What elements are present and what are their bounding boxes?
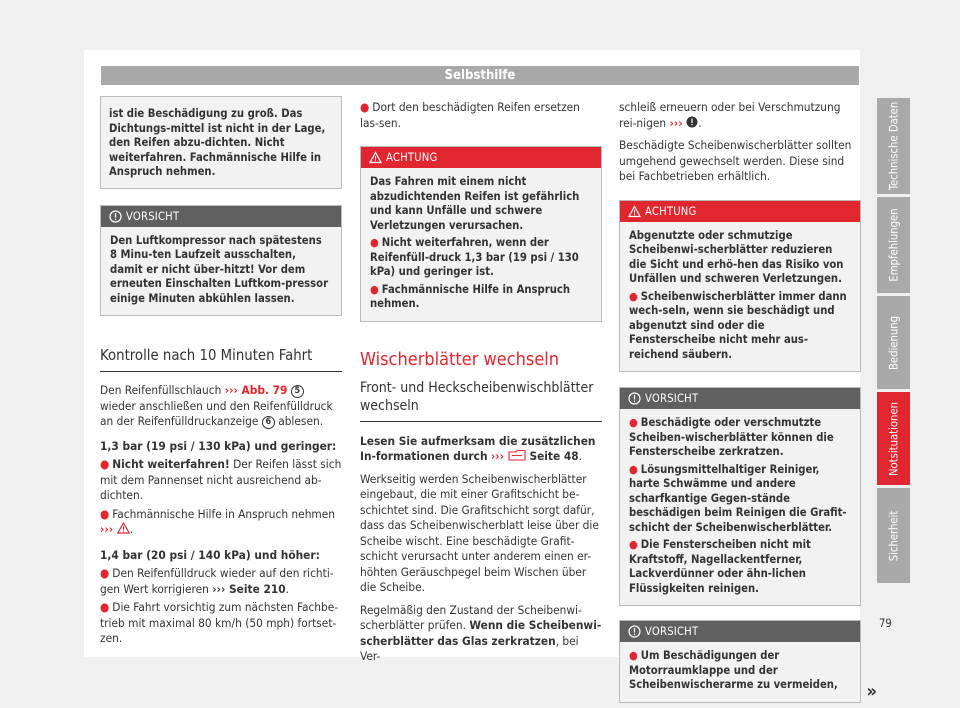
paragraph-check: Regelmäßig den Zustand der Scheibenwi-scherblätter prüfen. Wenn die Scheibenwi-scherblätter das Glas zerkratzen, bei Ver- — [360, 602, 602, 663]
figure-reference-link[interactable]: ››› Abb. 79 — [224, 383, 288, 397]
tab-technische-daten[interactable]: Technische Daten — [877, 98, 910, 194]
list-item: ● Nicht weiterfahren! Der Reifen lässt sich mit dem Pannenset nicht ausreichend ab-dichten. — [100, 457, 342, 502]
page-header: Selbsthilfe — [101, 66, 859, 85]
bullet-icon: ● — [360, 100, 370, 114]
paragraph-replace: Beschädigte Scheibenwischerblätter sollten umgehend gewechselt werden. Diese sind bei Fachbetrieben erhältlich. — [619, 138, 852, 183]
tab-bedienung[interactable]: Bedienung — [877, 296, 910, 389]
list-item: ● Nicht weiterfahren, wenn der Reifenfüll-druck 1,3 bar (19 psi / 130 kPa) und geringer ist. — [370, 236, 579, 278]
callout-number: 5 — [291, 385, 304, 398]
continue-arrow-icon[interactable]: » — [866, 681, 877, 702]
warning-triangle-icon — [117, 522, 130, 534]
warning-label: ACHTUNG — [386, 151, 438, 164]
info-circle-icon — [109, 210, 122, 223]
paragraph-continued: schleiß erneuern oder bei Verschmutzung rei-nigen ››› . — [619, 100, 841, 130]
info-circle-icon — [686, 116, 698, 128]
bullet-icon: ● — [629, 462, 638, 476]
list-item: ● Fachmännische Hilfe in Anspruch nehmen. — [370, 282, 571, 310]
tab-empfehlungen[interactable]: Empfehlungen — [877, 197, 910, 293]
bullet-icon: ● — [100, 457, 110, 471]
warning-continuation-box — [100, 96, 342, 189]
warning-body — [361, 168, 601, 321]
list-item: ● Die Fensterscheiben nicht mit Kraftstoff, Nagellackentferner, Lackverdünner oder ähn-lichen Flüssigkeiten reinigen. — [629, 538, 811, 595]
bullet-icon: ● — [100, 600, 110, 614]
bullet-icon: ● — [629, 289, 638, 303]
book-page-icon — [508, 449, 526, 462]
bullet-icon: ● — [370, 282, 379, 296]
column-2 — [360, 96, 602, 665]
list-item: ● Dort den beschädigten Reifen ersetzen las-sen. — [360, 100, 580, 130]
paragraph-reconnect: Den Reifenfüllschlauch ››› Abb. 79 5 wieder anschließen und den Reifenfülldruck an der Reifenfülldruckanzeige 6 ablesen. — [100, 383, 333, 428]
section-title: Front- und Heckscheibenwischblätter wechseln — [360, 379, 602, 422]
list-item: ● Lösungsmittelhaltiger Reiniger, harte Schwämme und andere scharfkantige Gegen-stände beschädigen beim Reinigen die Grafit-schicht der Scheibenwischerblätter. — [629, 462, 847, 534]
section-title: Kontrolle nach 10 Minuten Fahrt — [100, 346, 342, 372]
info-circle-icon — [628, 392, 641, 405]
callout-number: 6 — [262, 416, 275, 429]
tab-sicherheit[interactable]: Sicherheit — [877, 488, 910, 583]
warning-intro: Abgenutzte oder schmutzige Scheibenwi-scherblätter reduzieren die Sicht und erhö-hen das Risiko von Unfällen und schweren Verletzungen. — [629, 228, 844, 285]
tab-notsituationen[interactable]: Notsituationen — [877, 392, 910, 485]
list-item: ● Den Reifenfülldruck wieder auf den richti-gen Wert korrigieren ››› Seite 210. — [100, 566, 334, 596]
caution-box-wiper — [619, 387, 861, 606]
paragraph-graphite: Werkseitig werden Scheibenwischerblätter eingebaut, die mit einer Grafitschicht be-schichtet sind. Die Grafitschicht sorgt dafür, dass das Scheibenwischerblatt leise über die Scheibe wischt. Eine beschädigte Grafit-schicht verursacht unter anderem einen er-höhten Geräuschpegel beim Wischen über die Scheibe. — [360, 471, 599, 594]
caution-header — [620, 621, 860, 642]
warning-header — [361, 147, 601, 168]
warning-header — [620, 201, 860, 222]
intro-paragraph: Lesen Sie aufmerksam die zusätzlichen In-formationen durch ››› Seite 48. — [360, 433, 596, 463]
bullet-icon: ● — [629, 538, 638, 551]
list-item: ● Die Fahrt vorsichtig zum nächsten Fachbe-trieb mit maximal 80 km/h (50 mph) fortset-zen. — [100, 600, 339, 645]
warning-reference-link[interactable]: ››› — [100, 522, 130, 536]
warning-label: ACHTUNG — [645, 204, 697, 218]
condition-heading-low: 1,3 bar (19 psi / 130 kPa) und geringer: — [100, 438, 337, 453]
caution-box-hood — [619, 620, 877, 703]
condition-heading-high: 1,4 bar (20 psi / 140 kPa) und höher: — [100, 547, 320, 562]
info-circle-icon — [628, 625, 641, 638]
warning-intro: Das Fahren mit einem nicht abzudichtenden Reifen ist gefährlich und kann Unfälle und schwere Verletzungen verursachen. — [370, 175, 580, 232]
caution-header — [620, 388, 860, 409]
caution-reference-link[interactable]: ››› — [669, 116, 698, 130]
caution-body — [620, 409, 860, 605]
warning-continuation-text: ist die Beschädigung zu groß. Das Dichtungs-mittel ist nicht in der Lage, den Reifen abzu-dichten. Nicht weiterfahren. Fachmännische Hilfe in Anspruch nehmen. — [109, 107, 326, 178]
bullet-icon: ● — [100, 506, 110, 521]
caution-label: VORSICHT — [645, 625, 699, 638]
warning-box-wiper — [619, 200, 861, 373]
caution-header — [101, 206, 341, 227]
bullet-icon: ● — [629, 416, 638, 429]
column-3 — [619, 96, 877, 703]
caution-text: Den Luftkompressor nach spätestens 8 Minu-ten Laufzeit ausschalten, damit er nicht über-hitzt! Vor dem erneuten Einschalten Luftkom-pressor einige Minuten abkühlen lassen. — [110, 233, 329, 305]
bullet-icon: ● — [629, 649, 638, 662]
column-1 — [100, 96, 342, 647]
page-reference-link[interactable]: ››› Seite 48 — [490, 449, 579, 463]
warning-body — [620, 222, 860, 372]
caution-box-compressor — [100, 205, 342, 317]
list-item: ● Scheibenwischerblätter immer dann wech-seln, wenn sie beschädigt und abgenutzt sind oder die Fensterscheibe nicht mehr aus-reichend säubern. — [629, 289, 847, 361]
bullet-icon: ● — [100, 566, 110, 580]
chapter-title: Wischerblätter wechseln — [360, 348, 560, 370]
list-item: ● Um Beschädigungen der Motorraumklappe und der Scheibenwischerarme zu vermeiden, — [629, 649, 838, 691]
page-number: 79 — [879, 617, 892, 630]
caution-label: VORSICHT — [645, 392, 699, 405]
caution-label: VORSICHT — [126, 209, 180, 223]
bullet-icon: ● — [370, 236, 379, 249]
list-item: ● Beschädigte oder verschmutzte Scheiben-wischerblätter können die Fensterscheibe zerkratzen. — [629, 416, 834, 458]
caution-body — [620, 642, 860, 702]
page-reference-link[interactable]: ››› Seite 210 — [212, 581, 286, 596]
warning-triangle-icon — [628, 205, 641, 218]
list-item: ● Fachmännische Hilfe in Anspruch nehmen ››› . — [100, 506, 336, 536]
warning-box-tire — [360, 146, 602, 322]
warning-triangle-icon — [369, 151, 382, 164]
